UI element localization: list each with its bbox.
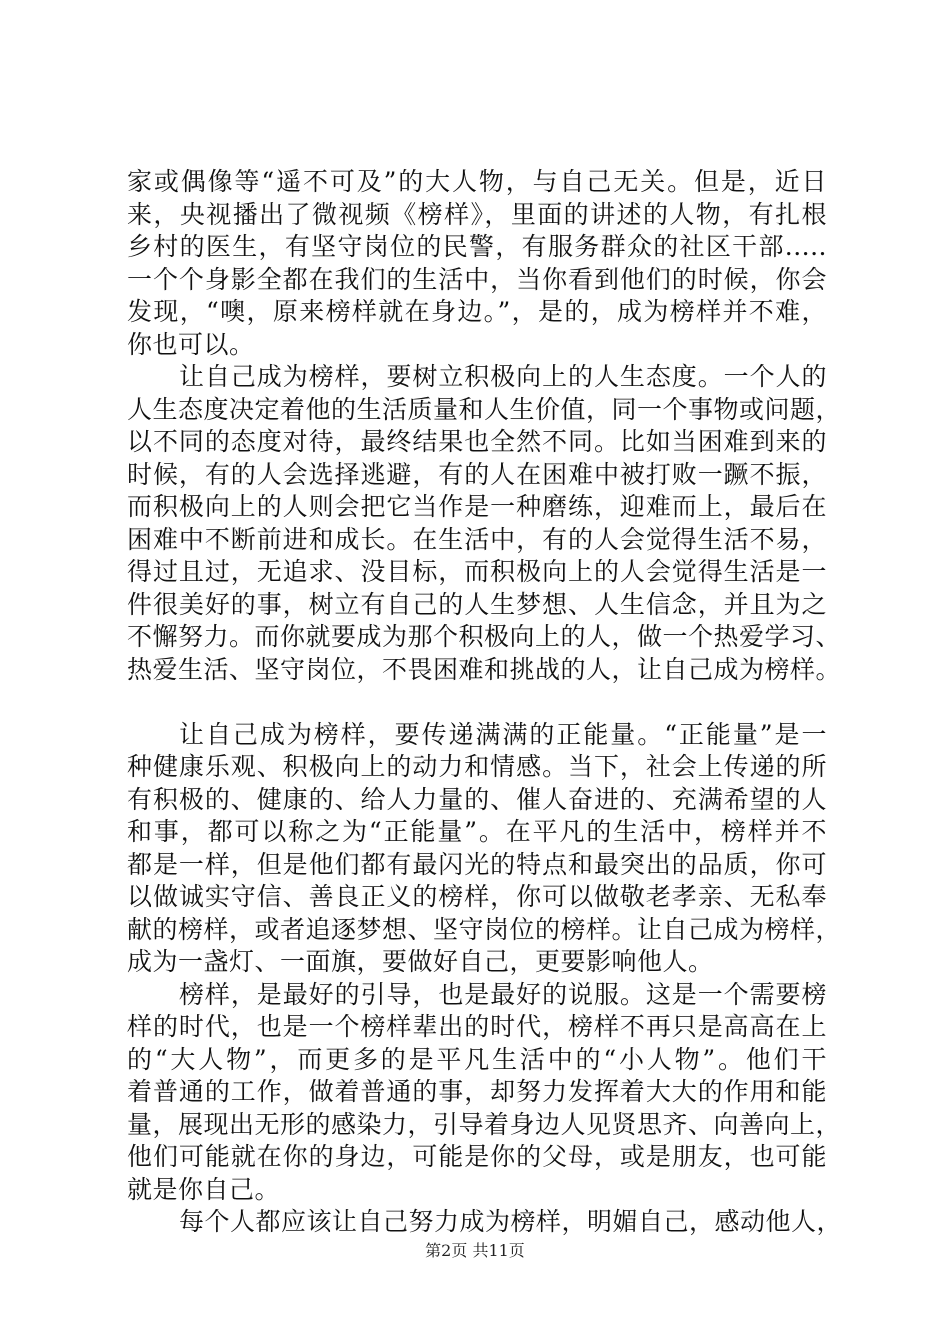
text-line: 献的榜样，或者追逐梦想、坚守岗位的榜样。让自己成为榜样， [127, 914, 842, 944]
text-line: 的“大人物”，而更多的是平凡生活中的“小人物”。他们干 [127, 1044, 827, 1074]
text-line: 来，央视播出了微视频《榜样》，里面的讲述的人物，有扎根 [127, 199, 827, 229]
paragraph-first-line: 让自己成为榜样，要传递满满的正能量。“正能量”是一 [179, 719, 827, 749]
text-line: 样的时代，也是一个榜样辈出的时代，榜样不再只是高高在上 [127, 1012, 827, 1041]
text-line: 种健康乐观、积极向上的动力和情感。当下，社会上传递的所 [127, 752, 827, 781]
text-line: 困难中不断前进和成长。在生活中，有的人会觉得生活不易， [127, 524, 827, 554]
paragraph-first-line: 榜样，是最好的引导，也是最好的说服。这是一个需要榜 [179, 979, 827, 1009]
text-line: 时候，有的人会选择逃避，有的人在困难中被打败一蹶不振， [127, 459, 827, 489]
paragraph-gap [127, 686, 827, 719]
text-line: 成为一盏灯、一面旗，要做好自己，更要影响他人。 [127, 947, 714, 976]
text-line: 而积极向上的人则会把它当作是一种磨练，迎难而上，最后在 [127, 492, 827, 521]
text-line: 量，展现出无形的感染力，引导着身边人见贤思齐、向善向上， [127, 1109, 842, 1139]
text-line: 以不同的态度对待，最终结果也全然不同。比如当困难到来的 [127, 427, 827, 456]
text-line: 发现，“噢，原来榜样就在身边。”，是的，成为榜样并不难， [127, 297, 827, 326]
text-line: 都是一样，但是他们都有最闪光的特点和最突出的品质，你可 [127, 849, 827, 879]
text-line: 不懈努力。而你就要成为那个积极向上的人，做一个热爱学习、 [127, 622, 842, 651]
text-line: 得过且过，无追求、没目标，而积极向上的人会觉得生活是一 [127, 557, 827, 586]
text-line: 家或偶像等“遥不可及”的大人物，与自己无关。但是，近日 [127, 167, 827, 196]
text-line: 就是你自己。 [127, 1174, 281, 1204]
text-line: 你也可以。 [127, 329, 255, 359]
document-body [127, 166, 843, 1239]
text-line: 和事，都可以称之为“正能量”。在平凡的生活中，榜样并不 [127, 817, 827, 846]
text-line: 他们可能就在你的身边，可能是你的父母，或是朋友，也可能 [127, 1142, 827, 1171]
page-number-footer: 第2页 共11页 [425, 1241, 525, 1260]
text-line: 热爱生活、坚守岗位，不畏困难和挑战的人，让自己成为榜样。 [127, 654, 842, 684]
text-line: 乡村的医生，有坚守岗位的民警，有服务群众的社区干部..... [127, 232, 827, 261]
paragraph-first-line: 每个人都应该让自己努力成为榜样，明媚自己，感动他人， [179, 1207, 843, 1236]
text-line: 件很美好的事，树立有自己的人生梦想、人生信念，并且为之 [127, 589, 827, 619]
text-line: 以做诚实守信、善良正义的榜样，你可以做敬老孝亲、无私奉 [127, 882, 827, 911]
text-line: 着普通的工作，做着普通的事，却努力发挥着大大的作用和能 [127, 1077, 827, 1106]
text-line: 有积极的、健康的、给人力量的、催人奋进的、充满希望的人 [127, 784, 827, 814]
text-line: 一个个身影全都在我们的生活中，当你看到他们的时候，你会 [127, 264, 827, 294]
paragraph-first-line: 让自己成为榜样，要树立积极向上的人生态度。一个人的 [179, 362, 827, 391]
text-line: 人生态度决定着他的生活质量和人生价值，同一个事物或问题， [127, 394, 842, 424]
